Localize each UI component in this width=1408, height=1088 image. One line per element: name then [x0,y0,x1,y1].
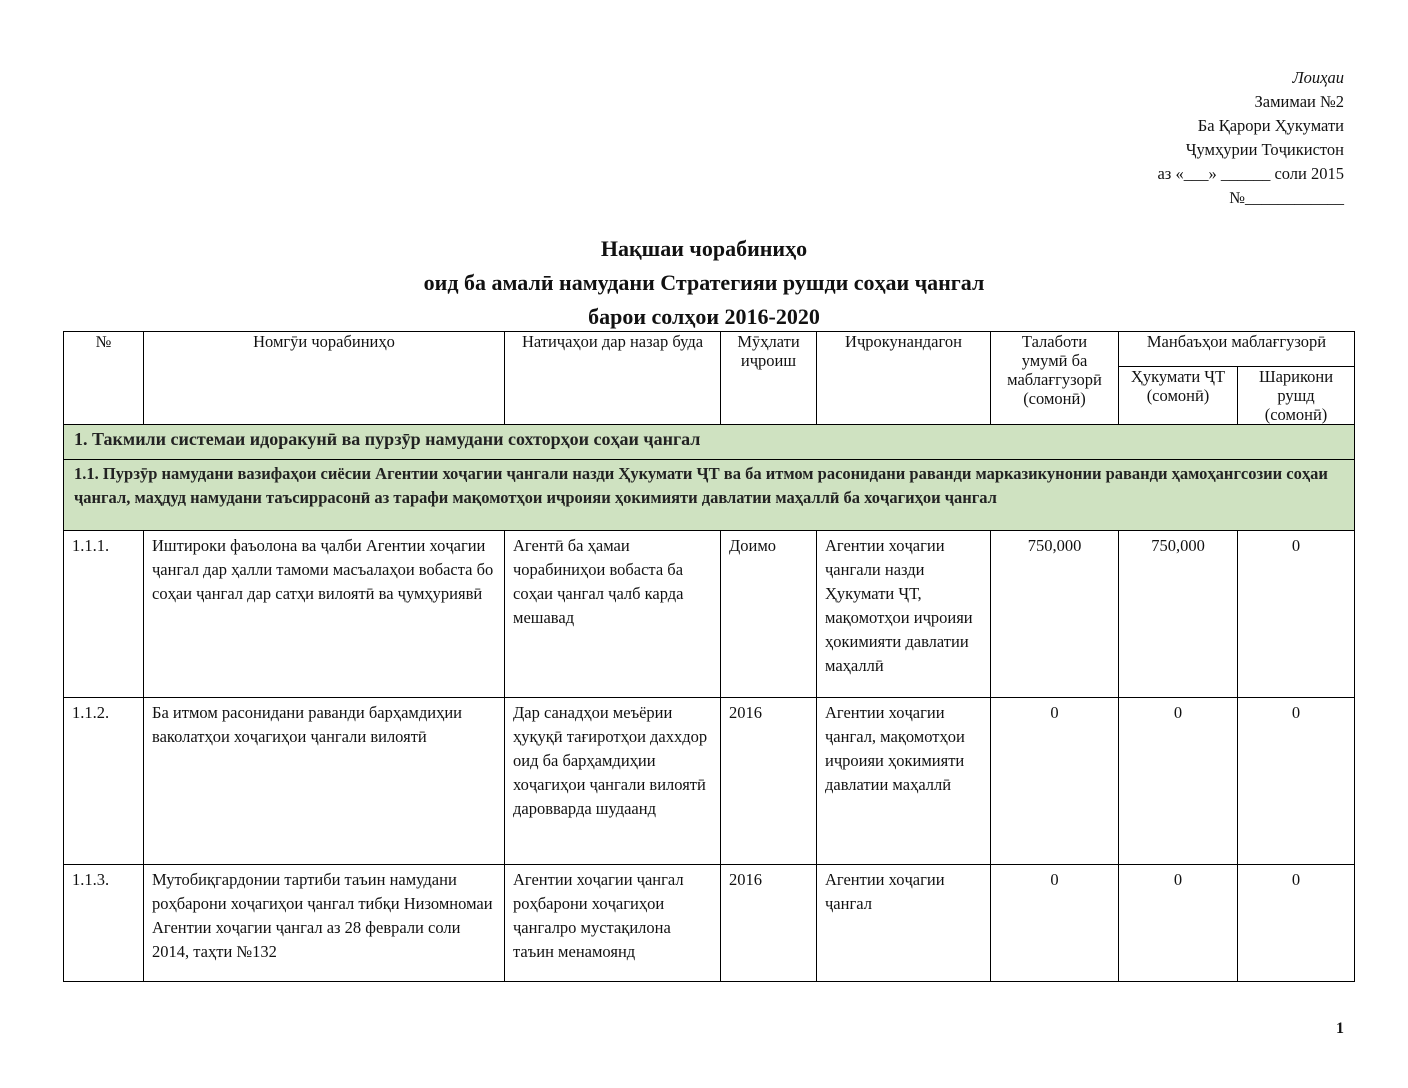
header-date-line: аз «___» ______ соли 2015 [1157,164,1344,183]
col-header-partners: Шарикони рушд (сомонӣ) [1238,367,1355,425]
row-term: 2016 [721,698,817,865]
row-term: Доимо [721,531,817,698]
subsection-heading: 1.1. Пурзӯр намудани вазифаҳои сиёсии Агентии хоҷагии ҷангали назди Ҳукумати ҶТ ва ба итмом расонидани раванди марказикунонии раванди ҳамоҳангсозии соҳаи ҷангал, маҳдуд намудани таъсиррасонӣ аз тарафи мақомотҳои иҷроияи ҳокимияти давлатии маҳаллӣ ба хоҷагиҳои ҷангал [64,460,1355,531]
table-row [64,698,1355,865]
row-number: 1.1.2. [64,698,144,865]
row-executors: Агентии хоҷагии ҷангал, мақомотҳои иҷроияи ҳокимияти давлатии маҳаллӣ [817,698,991,865]
header-country-line: Ҷумҳурии Тоҷикистон [1185,140,1344,159]
row-result: Агентӣ ба ҳамаи чорабиниҳои вобаста ба соҳаи ҷангал ҷалб карда мешавад [505,531,721,698]
table-row [64,865,1355,982]
col-header-no: № [64,332,144,425]
row-total: 0 [991,698,1119,865]
subsection-row [64,460,1355,531]
row-executors: Агентии хоҷагии ҷангал [817,865,991,982]
row-partners: 0 [1238,531,1355,698]
row-number: 1.1.1. [64,531,144,698]
col-header-term: Мӯҳлати иҷроиш [721,332,817,425]
row-term: 2016 [721,865,817,982]
row-total: 750,000 [991,531,1119,698]
col-header-total: Талаботи умумӣ ба маблағгузорӣ (сомонӣ) [991,332,1119,425]
row-total: 0 [991,865,1119,982]
title-line-3: барои солҳои 2016-2020 [588,304,820,329]
page-number: 1 [1336,1020,1344,1037]
header-annex-number: Замимаи №2 [1254,92,1344,111]
row-partners: 0 [1238,698,1355,865]
row-number: 1.1.3. [64,865,144,982]
table-header-row [64,332,1355,367]
title-line-2: оид ба амалӣ намудани Стратегияи рушди соҳаи ҷангал [423,270,985,295]
section-row [64,425,1355,460]
col-header-name: Номгӯи чорабиниҳо [144,332,505,425]
title-line-1: Нақшаи чорабиниҳо [600,236,808,261]
col-header-result: Натиҷаҳои дар назар буда [505,332,721,425]
row-result: Агентии хоҷагии ҷангал роҳбарони хоҷагиҳои ҷангалро мустақилона таъин менамоянд [505,865,721,982]
row-gov: 750,000 [1119,531,1238,698]
row-gov: 0 [1119,865,1238,982]
row-partners: 0 [1238,865,1355,982]
row-executors: Агентии хоҷагии ҷангали назди Ҳукумати ҶТ, мақомотҳои иҷроияи ҳокимияти давлатии маҳаллӣ [817,531,991,698]
row-result: Дар санадҳои меъёрии ҳуқуқӣ тағиротҳои даххдор оид ба барҳамдиҳии хоҷагиҳои ҷангали вилоятӣ даровварда шудаанд [505,698,721,865]
row-activity: Иштироки фаъолона ва ҷалби Агентии хоҷагии ҷангал дар ҳалли тамоми масъалаҳои вобаста бо соҳаи ҷангал дар сатҳи вилоятӣ ва ҷумҳуриявӣ [144,531,505,698]
table-row [64,531,1355,698]
row-gov: 0 [1119,698,1238,865]
section-heading: 1. Такмили системаи идоракунӣ ва пурзӯр намудани сохторҳои соҳаи ҷангал [64,425,1355,460]
approval-header [1157,66,1344,210]
header-number-line: №____________ [1229,188,1344,207]
col-header-gov: Ҳукумати ҶТ (сомонӣ) [1119,367,1238,425]
header-draft-label: Лоиҳаи [1292,68,1344,87]
document-title [0,232,1408,334]
col-header-sources: Манбаъҳои маблағгузорӣ [1119,332,1355,367]
row-activity: Мутобиқгардонии тартиби таъин намудани роҳбарони хоҷагиҳои ҷангал тибқи Низомномаи Агентии хоҷагии ҷангал аз 28 феврали соли 2014, таҳти №132 [144,865,505,982]
header-decree-line: Ба Қарори Ҳукумати [1197,116,1344,135]
row-activity: Ба итмом расонидани раванди барҳамдиҳии ваколатҳои хоҷагиҳои ҷангали вилоятӣ [144,698,505,865]
action-plan-table [63,331,1355,982]
col-header-executors: Иҷрокунандагон [817,332,991,425]
